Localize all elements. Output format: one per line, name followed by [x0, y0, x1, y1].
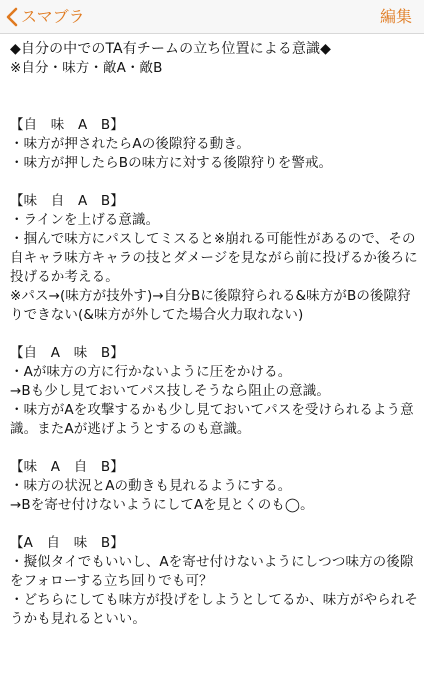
note-line: ・味方がAを攻撃するかも少し見ておいてパスを受けられるよう意識。またAが逃げようとするのも意識。 [10, 402, 414, 437]
blank-line [10, 78, 418, 97]
note-line: ・Aが味方の方に行かないように圧をかける。 [10, 364, 292, 380]
section-header: 【自 味 A B】 [10, 117, 124, 133]
section-header: 【A 自 味 B】 [10, 535, 124, 551]
blank-line [10, 325, 418, 344]
section-header: 【味 A 自 B】 [10, 459, 124, 475]
note-body[interactable] [10, 40, 418, 629]
chevron-left-icon [6, 7, 18, 27]
note-line: ・味方の状況とAの動きも見れるようにする。 [10, 478, 292, 494]
position-section [10, 458, 418, 515]
blank-line [10, 97, 418, 116]
note-line: ※パス→(味方が技外す)→自分Bに後隙狩られる&味方がBの後隙狩りできない(&味方が外してた場合火力取れない) [10, 288, 411, 323]
position-section [10, 116, 418, 173]
note-line: ・味方が押されたらAの後隙狩る動き。 [10, 136, 250, 152]
position-section [10, 344, 418, 439]
note-line: ・どちらにしても味方が投げをしようとしてるか、味方がやられそうかも見れるといい。 [10, 592, 418, 627]
note-line: ・擬似タイでもいいし、Aを寄せ付けないようにしつつ味方の後隙をフォローする立ち回りでも可？ [10, 554, 414, 589]
edit-button[interactable]: 編集 [379, 7, 412, 26]
blank-line [10, 439, 418, 458]
note-line: ・ラインを上げる意識。 [10, 212, 160, 228]
position-section [10, 534, 418, 629]
note-legend: ※自分・味方・敵A・敵B [10, 60, 163, 76]
navigation-bar [0, 0, 424, 34]
position-section [10, 192, 418, 325]
section-header: 【味 自 A B】 [10, 193, 124, 209]
back-button-label: スマブラ [21, 7, 85, 26]
note-title: ◆自分の中でのTA有チームの立ち位置による意識◆ [10, 41, 331, 57]
note-line: ・味方が押したらBの味方に対する後隙狩りを警戒。 [10, 155, 333, 171]
blank-line [10, 173, 418, 192]
back-button[interactable] [6, 4, 85, 30]
section-header: 【自 A 味 B】 [10, 345, 124, 361]
note-line: →Bを寄せ付けないようにしてAを見とくのも◯。 [10, 497, 314, 513]
note-line: ・掴んで味方にパスしてミスると※崩れる可能性があるので、その自キャラ味方キャラの技とダメージを見ながら前に投げるか後ろに投げるか考える。 [10, 231, 418, 285]
blank-line [10, 515, 418, 534]
note-line: →Bも少し見ておいてパス技しそうなら阻止の意識。 [10, 383, 330, 399]
